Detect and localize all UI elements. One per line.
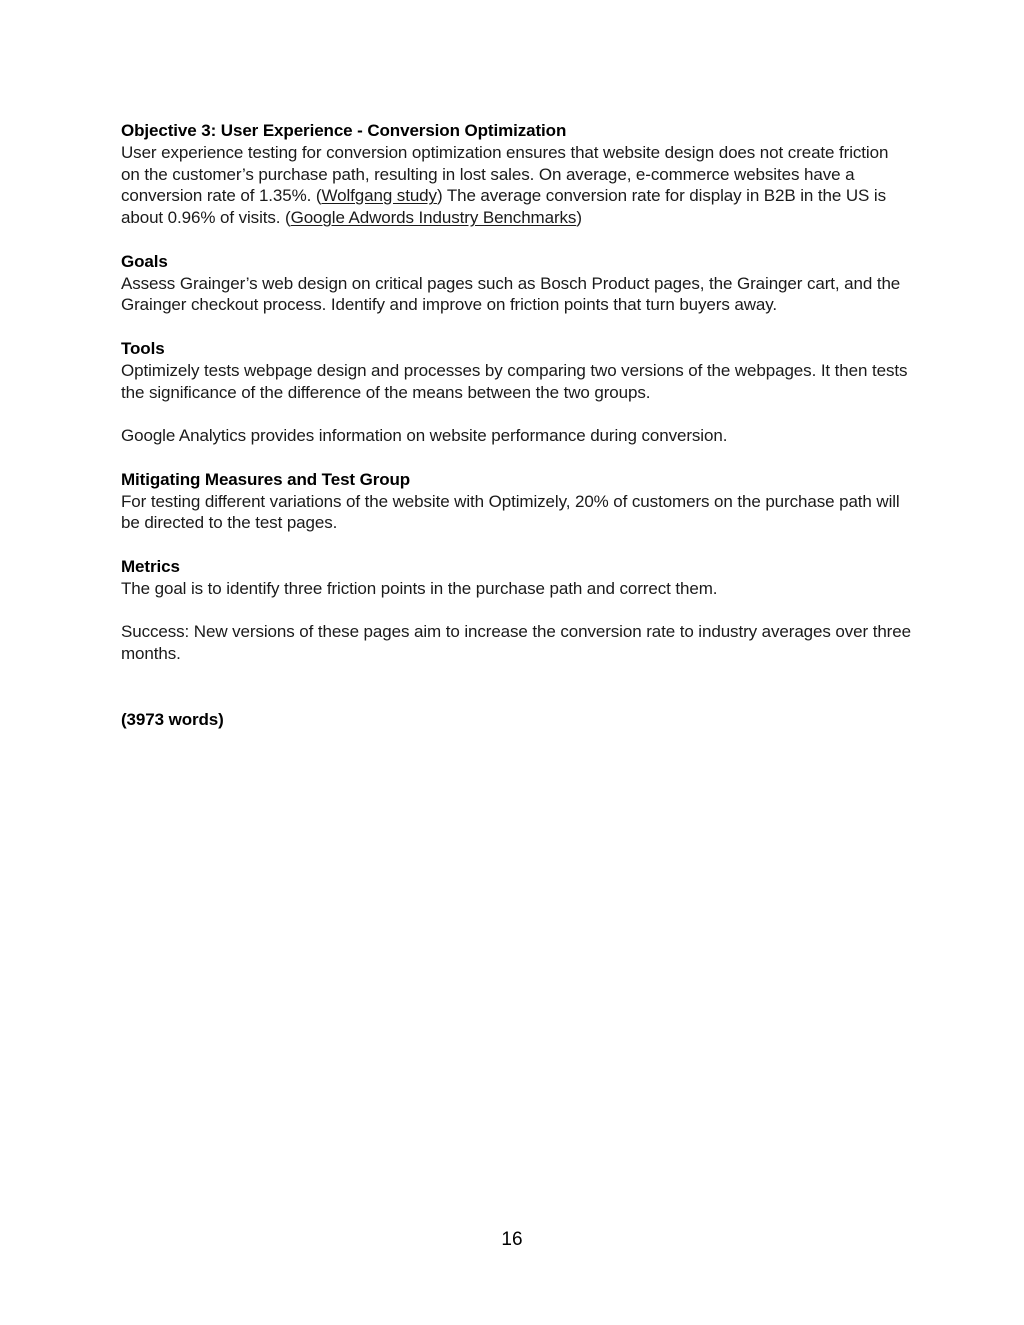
objective-text-1: User experience testing for conversion optimization ensures that website design does not create friction on the customer’s purchase path, resulting in lost sales. On average, e-commerce websites have a conversion rate of 1.35%. ( [121,142,889,206]
google-adwords-benchmarks-link[interactable]: Google Adwords Industry Benchmarks [290,208,577,228]
metrics-success-section [121,621,911,665]
tools-analytics-section [121,425,911,447]
goals-section [121,251,911,316]
objective-heading: Objective 3: User Experience - Conversion Optimization [121,121,567,140]
document-body [121,120,911,730]
goals-paragraph: Assess Grainger’s web design on critical pages such as Bosch Product pages, the Grainger cart, and the Grainger checkout process. Identify and improve on friction points that turn buyers away. [121,273,901,315]
objective-text-3: ) [576,208,582,228]
wolfgang-study-link[interactable]: Wolfgang study [321,186,437,206]
tools-paragraph-optimizely: Optimizely tests webpage design and processes by comparing two versions of the webpages. It then tests the significance of the difference of the means between the two groups. [121,360,908,402]
metrics-section [121,556,911,600]
metrics-paragraph-success: Success: New versions of these pages aim to increase the conversion rate to industry averages over three months. [121,622,911,664]
objective-text-2: ) The average conversion rate for display in B2B in the US is about 0.96% of visits. ( [121,186,886,228]
objective-section [121,120,911,229]
metrics-heading: Metrics [121,556,180,576]
metrics-paragraph-goal: The goal is to identify three friction points in the purchase path and correct them. [121,578,718,598]
tools-section [121,338,911,403]
tools-heading: Tools [121,338,165,358]
tools-paragraph-analytics: Google Analytics provides information on website performance during conversion. [121,426,728,446]
mitigating-paragraph: For testing different variations of the website with Optimizely, 20% of customers on the purchase path will be directed to the test pages. [121,491,900,533]
mitigating-section [121,469,911,534]
page-number: 16 [501,1229,523,1250]
objective-paragraph [121,142,911,229]
mitigating-heading: Mitigating Measures and Test Group [121,469,411,489]
goals-heading: Goals [121,251,168,271]
word-count: (3973 words) [121,709,224,729]
